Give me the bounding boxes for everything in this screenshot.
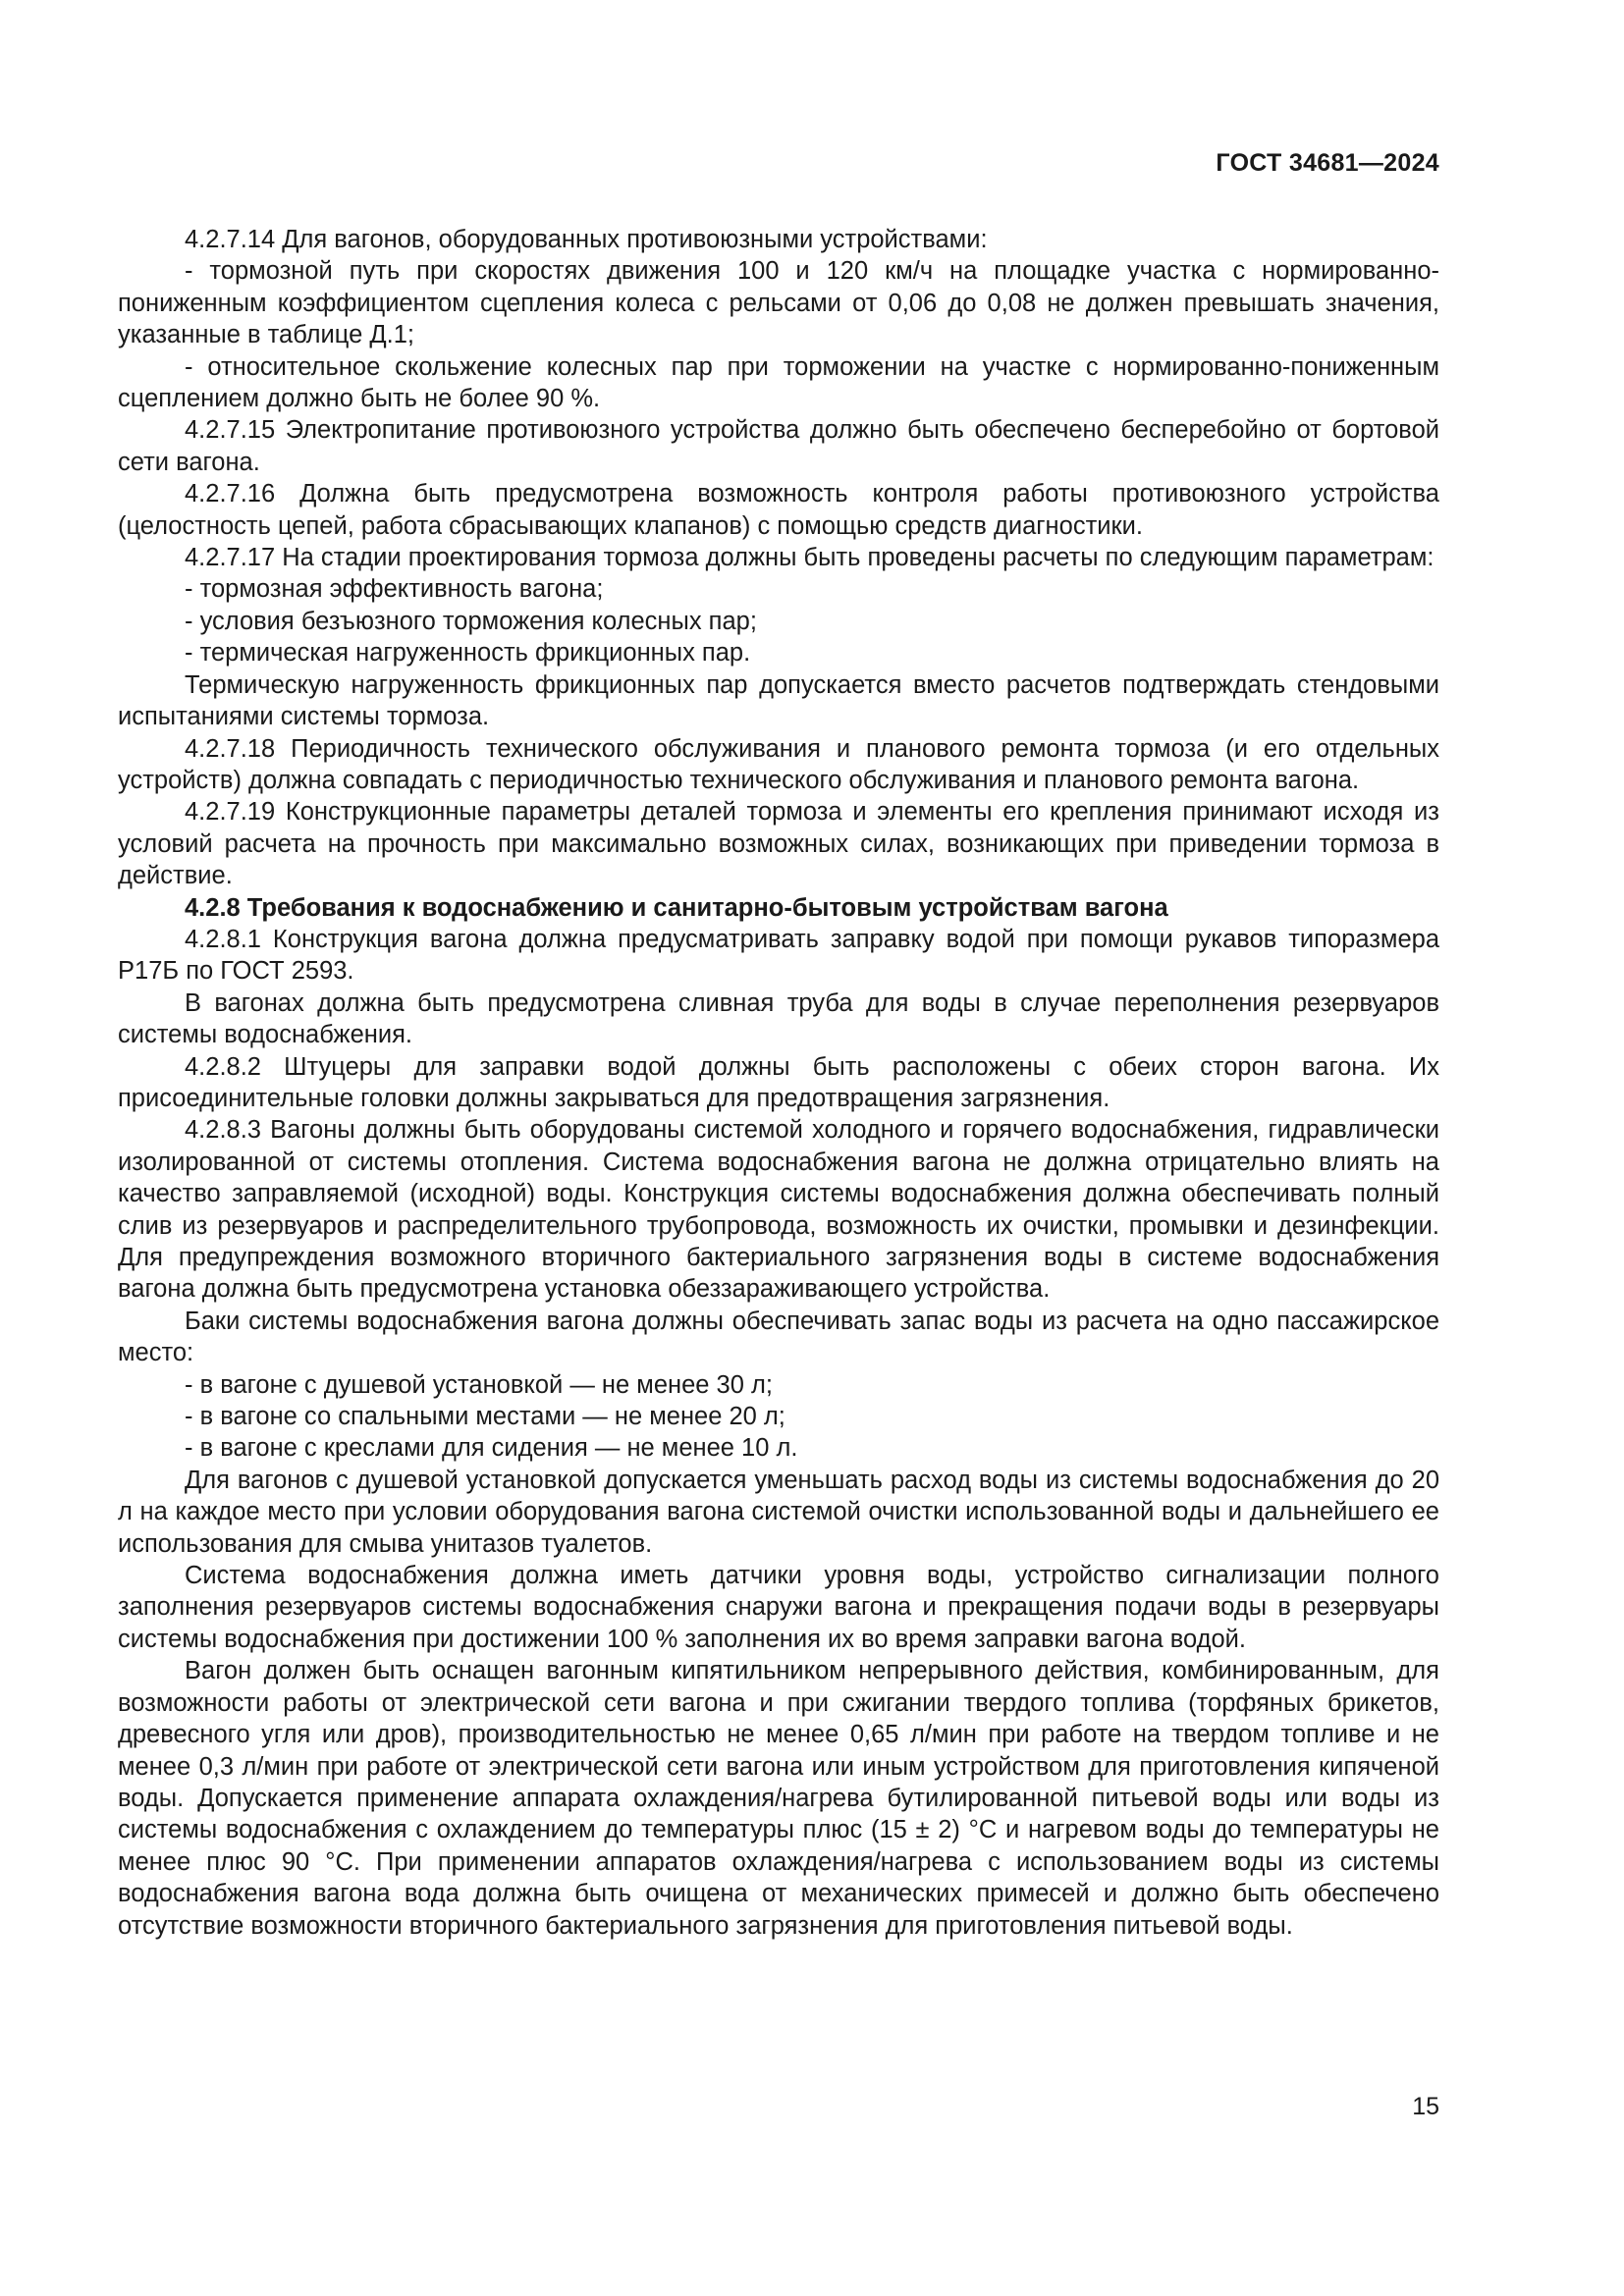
list-item: - условия безъюзного торможения колесных пар; — [185, 607, 757, 635]
page-number: 15 — [1412, 2093, 1439, 2120]
list-item: - в вагоне со спальными местами — не менее 20 л; — [185, 1403, 785, 1431]
paragraph: 4.2.8.1 Конструкция вагона должна предусматривать заправку водой при помощи рукавов типоразмера Р17Б по ГОСТ 2593. — [118, 925, 1439, 986]
paragraph: 4.2.7.16 Должна быть предусмотрена возможность контроля работы противоюзного устройства (целостность цепей, работа сбрасывающих клапанов) с помощью средств диагностики. — [118, 480, 1439, 540]
paragraph: 4.2.7.14 Для вагонов, оборудованных противоюзными устройствами: — [185, 226, 988, 253]
list-item: - относительное скольжение колесных пар при торможении на участке с нормированно-пониженным сцеплением должно быть не более 90 %. — [118, 352, 1439, 413]
list-item: - тормозная эффективность вагона; — [185, 575, 604, 604]
paragraph: Для вагонов с душевой установкой допускается уменьшать расход воды из системы водоснабжения до 20 л на каждое место при условии оборудования вагона системой очистки использованной воды и дальнейшего ее использования для смыва унитазов туалетов. — [118, 1466, 1439, 1558]
document-code-header: ГОСТ 34681—2024 — [1216, 149, 1439, 177]
list-item: - тормозной путь при скоростях движения 100 и 120 км/ч на площадке участка с нормированно-пониженным коэффициентом сцепления колеса с рельсами от 0,06 до 0,08 не должен превышать значения, указанные в таблице Д.1; — [118, 257, 1439, 349]
document-body — [118, 224, 1439, 1942]
paragraph: 4.2.8.3 Вагоны должны быть оборудованы системой холодного и горячего водоснабжения, гидравлически изолированной от системы отопления. Система водоснабжения вагона не должна отрицательно влиять на качество заправляемой (исходной) воды. Конструкция системы водоснабжения должна обеспечивать полный слив из резервуаров и распределительного трубопровода, возможность их очистки, промывки и дезинфекции. Для предупреждения возможного вторичного бактериального загрязнения воды в системе водоснабжения вагона должна быть предусмотрена установка обеззараживающего устройства. — [118, 1116, 1439, 1304]
paragraph: В вагонах должна быть предусмотрена сливная труба для воды в случае переполнения резервуаров системы водоснабжения. — [118, 988, 1439, 1049]
paragraph: 4.2.7.17 На стадии проектирования тормоза должны быть проведены расчеты по следующим параметрам: — [185, 544, 1435, 572]
paragraph: Баки системы водоснабжения вагона должны обеспечивать запас воды из расчета на одно пассажирское место: — [118, 1307, 1439, 1367]
paragraph: Вагон должен быть оснащен вагонным кипятильником непрерывного действия, комбинированным, для возможности работы от электрической сети вагона и при сжигании твердого топлива (торфяных брикетов, древесного угля или дров), производительностью не менее 0,65 л/мин при работе на твердом топливе и не менее 0,3 л/мин при работе от электрической сети вагона или иным устройством для приготовления кипяченой воды. Допускается применение аппарата охлаждения/нагрева бутилированной питьевой воды или воды из системы водоснабжения с охлаждением до температуры плюс (15 ± 2) °C и нагревом воды до температуры не менее плюс 90 °C. При применении аппаратов охлаждения/нагрева с использованием воды из системы водоснабжения вагона вода должна быть очищена от механических примесей и должно быть обеспечено отсутствие возможности вторичного бактериального загрязнения для приготовления питьевой воды. — [118, 1657, 1439, 1940]
paragraph: 4.2.7.19 Конструкционные параметры деталей тормоза и элементы его крепления принимают исходя из условий расчета на прочность при максимально возможных силах, возникающих при приведении тормоза в действие. — [118, 798, 1439, 890]
paragraph: 4.2.8.2 Штуцеры для заправки водой должны быть расположены с обеих сторон вагона. Их присоединительные головки должны закрываться для предотвращения загрязнения. — [118, 1052, 1439, 1112]
list-item: - термическая нагруженность фрикционных пар. — [185, 639, 751, 667]
section-heading: 4.2.8 Требования к водоснабжению и санитарно-бытовым устройствам вагона — [185, 893, 1168, 922]
paragraph: Термическую нагруженность фрикционных пар допускается вместо расчетов подтверждать стендовыми испытаниями системы тормоза. — [118, 670, 1439, 731]
list-item: - в вагоне с креслами для сидения — не менее 10 л. — [185, 1434, 798, 1463]
paragraph: 4.2.7.18 Периодичность технического обслуживания и планового ремонта тормоза (и его отдельных устройств) должна совпадать с периодичностью технического обслуживания и планового ремонта вагона. — [118, 734, 1439, 794]
paragraph: 4.2.7.15 Электропитание противоюзного устройства должно быть обеспечено бесперебойно от бортовой сети вагона. — [118, 416, 1439, 476]
paragraph: Система водоснабжения должна иметь датчики уровня воды, устройство сигнализации полного заполнения резервуаров системы водоснабжения снаружи вагона и прекращения подачи воды в резервуары системы водоснабжения при достижении 100 % заполнения их во время заправки вагона водой. — [118, 1562, 1439, 1653]
list-item: - в вагоне с душевой установкой — не менее 30 л; — [185, 1370, 773, 1399]
